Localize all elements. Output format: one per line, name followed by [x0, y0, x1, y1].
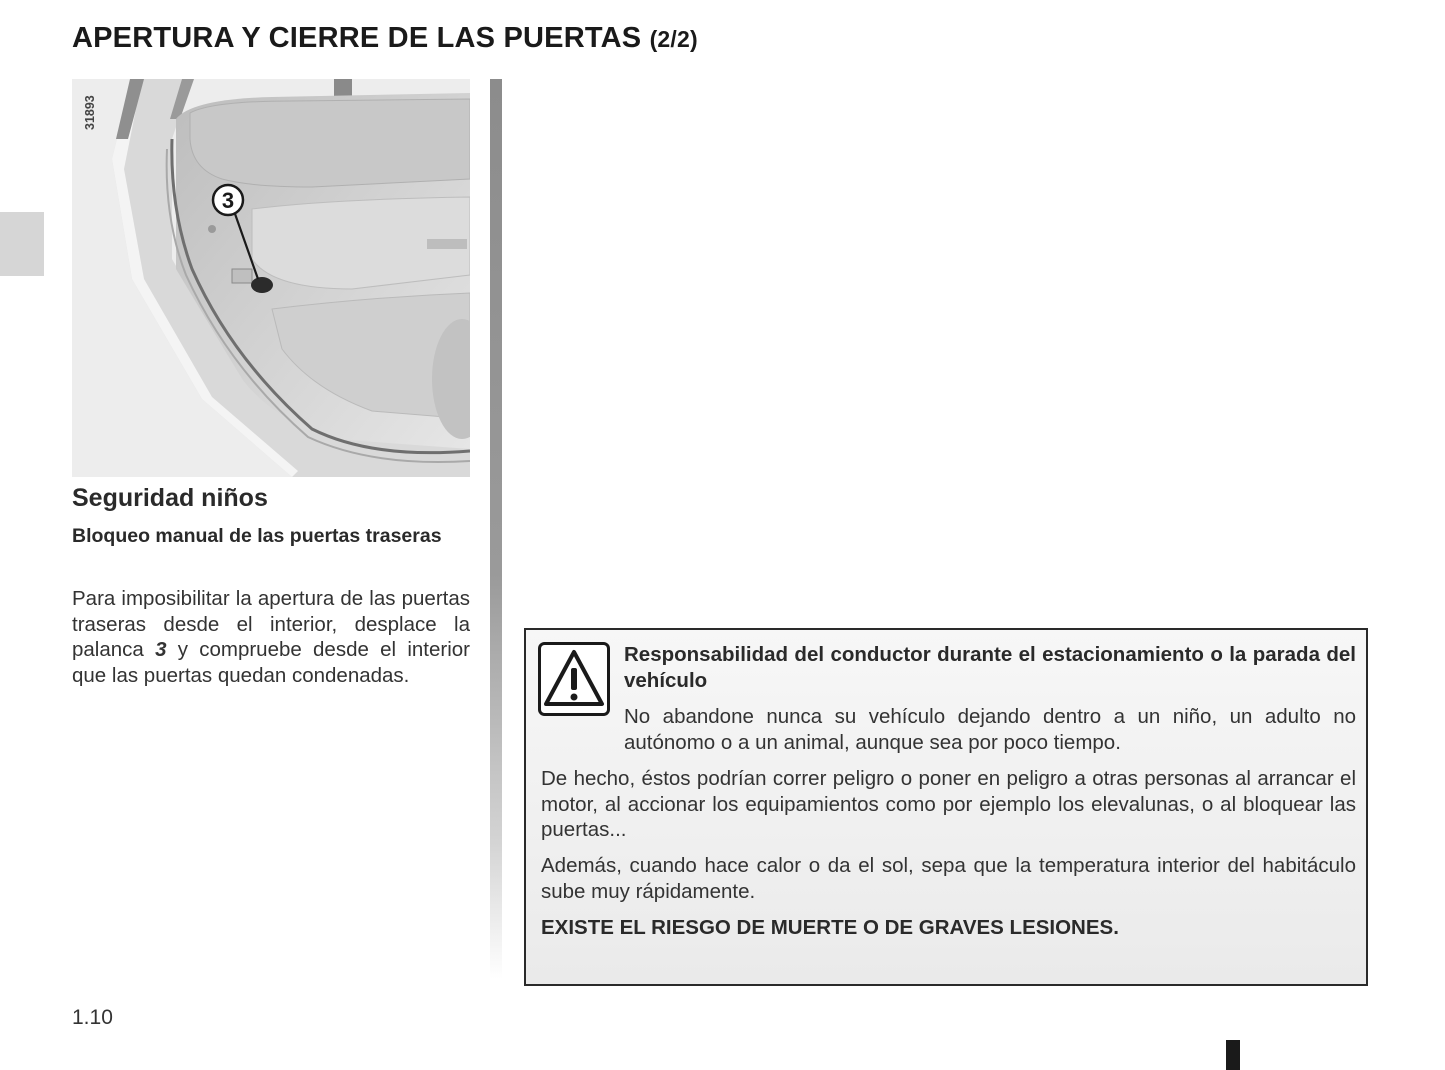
subheading: Bloqueo manual de las puertas traseras [72, 525, 442, 547]
callout-label: 3 [221, 188, 235, 213]
warning-box [524, 628, 1368, 986]
warning-paragraph-4: EXISTE EL RIESGO DE MUERTE O DE GRAVES LESIONES. [541, 916, 1119, 939]
warning-paragraph-2: De hecho, éstos podrían correr peligro o poner en peligro a otras personas al arrancar el motor, al accionar los equipamientos como por ejemplo los elevalunas, o al bloquear las puertas... [541, 767, 1356, 841]
figure-number [72, 84, 106, 132]
page-edge-marker [1226, 1040, 1240, 1070]
figure-number-text: 31893 [83, 95, 97, 130]
rear-door-illustration [72, 79, 470, 477]
warning-title: Responsabilidad del conductor durante el estacionamiento o la parada del vehículo [624, 643, 1356, 692]
lever-reference: 3 [155, 638, 167, 661]
paragraph-text-before: Para imposibilitar la apertura de las puertas traseras desde el interior, desplace la palanca [72, 587, 470, 661]
page-part-indicator: (2/2) [649, 26, 698, 52]
rear-door-drawing [72, 79, 470, 477]
column-divider [490, 79, 502, 979]
child-lock-paragraph [72, 586, 470, 688]
section-title: Seguridad niños [72, 484, 268, 512]
warning-triangle-icon [538, 642, 610, 716]
page-title [72, 22, 698, 55]
page-number: 1.10 [72, 1006, 113, 1029]
section-tab-marker [0, 212, 44, 276]
paragraph-text-after: y compruebe desde el interior que las puertas quedan condenadas. [72, 638, 470, 687]
child-lock-lever [251, 277, 273, 293]
page-title-text: APERTURA Y CIERRE DE LAS PUERTAS [72, 22, 642, 54]
warning-paragraph-1: No abandone nunca su vehículo dejando dentro a un niño, un adulto no autónomo o a un animal, aunque sea por poco tiempo. [624, 705, 1356, 754]
warning-paragraph-3: Además, cuando hace calor o da el sol, sepa que la temperatura interior del habitáculo sube muy rápidamente. [541, 854, 1356, 903]
